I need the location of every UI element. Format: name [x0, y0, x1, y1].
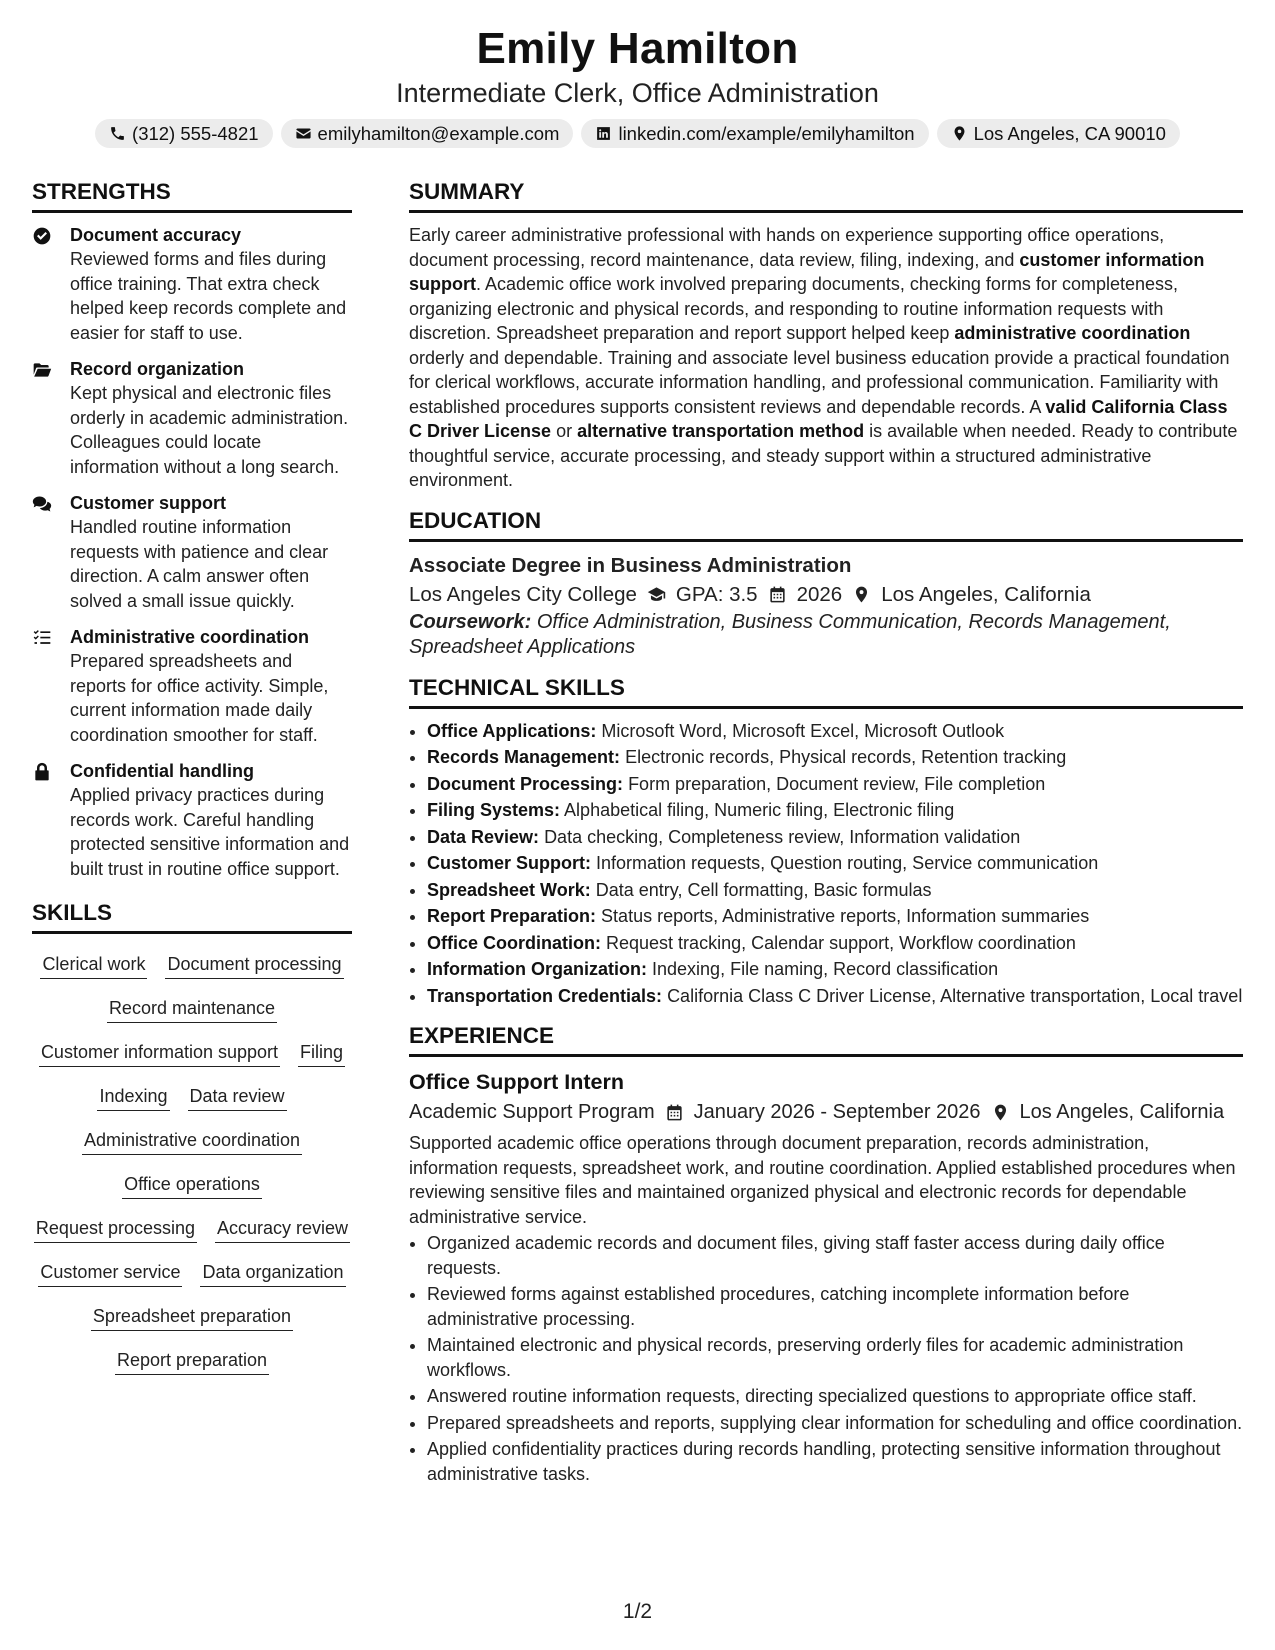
strength-description: Kept physical and electronic files orderly in academic administration. Colleagues could locate information without a long search.: [70, 383, 349, 477]
skill-tag: Indexing: [97, 1076, 169, 1111]
job-bullets: [409, 1231, 1243, 1486]
calendar-icon: [665, 1103, 684, 1122]
technical-skill-item: • Filing Systems: Alphabetical filing, Numeric filing, Electronic filing: [427, 798, 1243, 823]
technical-skill-item: • Information Organization: Indexing, File naming, Record classification: [427, 957, 1243, 982]
resume-header: [0, 22, 1275, 148]
location-text: Los Angeles, CA 90010: [973, 122, 1166, 144]
strength-description: Prepared spreadsheets and reports for office activity. Simple, current information made daily coordination smoother for staff.: [70, 651, 329, 745]
skill-tag: Spreadsheet preparation: [91, 1296, 293, 1331]
check-circle-icon: [32, 226, 52, 246]
skill-tag: Data review: [188, 1076, 287, 1111]
skill-tag: Data organization: [200, 1252, 345, 1287]
location-contact: [937, 119, 1180, 148]
skill-tag: Administrative coordination: [82, 1120, 302, 1155]
skills-heading: SKILLS: [32, 899, 352, 934]
job-bullet: • Applied confidentiality practices during records handling, protecting sensitive information throughout administrative tasks.: [427, 1437, 1243, 1486]
job-bullet: • Reviewed forms against established procedures, catching incomplete information before administrative processing.: [427, 1282, 1243, 1331]
strength-item: [32, 357, 352, 479]
email-contact[interactable]: [281, 119, 574, 148]
phone-text: (312) 555-4821: [132, 122, 259, 144]
strength-title: Confidential handling: [70, 761, 254, 781]
skill-tag: Customer service: [38, 1252, 182, 1287]
technical-skills-list: [409, 719, 1243, 1009]
strength-description: Handled routine information requests with patience and clear direction. A calm answer often solved a small issue quickly.: [70, 517, 329, 611]
job-bullet: • Maintained electronic and physical records, preserving orderly files for academic administration workflows.: [427, 1333, 1243, 1382]
technical-skill-item: • Report Preparation: Status reports, Administrative reports, Information summaries: [427, 904, 1243, 929]
skill-tag: Request processing: [34, 1208, 197, 1243]
technical-skill-item: • Transportation Credentials: California Class C Driver License, Alternative transportation, Local travel: [427, 984, 1243, 1009]
skill-tag: Filing: [298, 1032, 345, 1067]
education-meta: [409, 580, 1243, 610]
left-column: [32, 178, 352, 1384]
email-text: emilyhamilton@example.com: [317, 122, 560, 144]
job-title: Office Support Intern: [409, 1070, 624, 1094]
map-pin-icon: [991, 1103, 1010, 1122]
contact-bar: [0, 119, 1275, 148]
linkedin-icon: [595, 125, 612, 142]
education-heading: EDUCATION: [409, 507, 1243, 542]
strength-item: [32, 625, 352, 747]
technical-skills-heading: TECHNICAL SKILLS: [409, 674, 1243, 709]
technical-skill-item: • Data Review: Data checking, Completeness review, Information validation: [427, 825, 1243, 850]
map-pin-icon: [852, 585, 871, 604]
strength-title: Record organization: [70, 359, 245, 379]
technical-skill-item: • Document Processing: Form preparation, Document review, File completion: [427, 772, 1243, 797]
skill-tag: Customer information support: [39, 1032, 280, 1067]
strength-item: [32, 491, 352, 613]
folder-open-icon: [32, 360, 52, 380]
phone-icon: [109, 125, 126, 142]
experience-heading: EXPERIENCE: [409, 1022, 1243, 1057]
skill-tag: Record maintenance: [107, 988, 277, 1023]
technical-skill-item: • Spreadsheet Work: Data entry, Cell formatting, Basic formulas: [427, 878, 1243, 903]
technical-skill-item: • Customer Support: Information requests, Question routing, Service communication: [427, 851, 1243, 876]
gpa: GPA: 3.5: [675, 582, 758, 606]
technical-skill-item: • Records Management: Electronic records, Physical records, Retention tracking: [427, 745, 1243, 770]
school-name: Los Angeles City College: [409, 582, 637, 606]
right-column: [409, 178, 1243, 1496]
strength-item: [32, 223, 352, 345]
technical-skill-item: • Office Applications: Microsoft Word, Microsoft Excel, Microsoft Outlook: [427, 719, 1243, 744]
linkedin-contact[interactable]: [581, 119, 928, 148]
strength-description: Reviewed forms and files during office training. That extra check helped keep records complete and easier for staff to use.: [70, 249, 347, 343]
summary-text: Early career administrative professional with hands on experience supporting office operations, document processing, record maintenance, data review, filing, indexing, and customer information support. Academic office work involved preparing documents, checking forms for completeness, organizing electronic and physical records, and responding to routine information requests with discretion. Spreadsheet preparation and report support helped keep administrative coordination orderly and dependable. Training and associate level business education provide a practical foundation for clerical workflows, accurate information handling, and professional communication. Familiarity with established procedures supports consistent reviews and dependable records. A valid California Class C Driver License or alternative transportation method is available when needed. Ready to contribute thoughtful service, accurate processing, and steady support within a structured administrative environment.: [409, 225, 1238, 490]
skill-tag: Document processing: [165, 944, 343, 979]
summary-heading: SUMMARY: [409, 178, 1243, 213]
list-check-icon: [32, 628, 52, 648]
candidate-name: Emily Hamilton: [476, 24, 799, 73]
job-meta: [409, 1097, 1243, 1127]
skills-list: [32, 944, 352, 1384]
page-number: 1/2: [622, 1600, 653, 1623]
job-bullet: • Prepared spreadsheets and reports, supplying clear information for scheduling and office coordination.: [427, 1411, 1243, 1436]
job-bullet: • Answered routine information requests, directing specialized questions to appropriate office staff.: [427, 1384, 1243, 1409]
skill-tag: Accuracy review: [215, 1208, 350, 1243]
strengths-heading: STRENGTHS: [32, 178, 352, 213]
graduation-year: 2026: [796, 582, 843, 606]
job-dates: January 2026 - September 2026: [693, 1101, 981, 1123]
skill-tag: Office operations: [122, 1164, 262, 1199]
graduation-cap-icon: [647, 585, 666, 604]
envelope-icon: [295, 125, 312, 142]
skill-tag: Clerical work: [40, 944, 147, 979]
strength-title: Document accuracy: [70, 225, 242, 245]
strength-title: Administrative coordination: [70, 627, 310, 647]
job-summary: Supported academic office operations through document preparation, records administration, information requests, spreadsheet work, and routine coordination. Applied established procedures when reviewing sensitive files and maintained organized physical and electronic records for dependable administrative service.: [409, 1133, 1236, 1227]
skill-tag: Report preparation: [115, 1340, 269, 1375]
strength-item: [32, 759, 352, 881]
school-location: Los Angeles, California: [881, 582, 1091, 606]
technical-skill-item: • Office Coordination: Request tracking, Calendar support, Workflow coordination: [427, 931, 1243, 956]
linkedin-text: linkedin.com/example/emilyhamilton: [618, 122, 915, 144]
job-location: Los Angeles, California: [1019, 1101, 1225, 1123]
coursework: Coursework: Office Administration, Business Communication, Records Management, Spreadsheet Applications: [409, 610, 1171, 658]
calendar-icon: [768, 585, 787, 604]
job-organization: Academic Support Program: [409, 1101, 655, 1123]
phone-contact[interactable]: [95, 119, 273, 148]
map-pin-icon: [951, 125, 968, 142]
strength-title: Customer support: [70, 493, 227, 513]
comments-icon: [32, 494, 52, 514]
degree-title: Associate Degree in Business Administration: [409, 553, 852, 577]
strength-description: Applied privacy practices during records work. Careful handling protected sensitive information and built trust in routine office support.: [70, 785, 350, 879]
lock-icon: [32, 762, 52, 782]
job-bullet: • Organized academic records and document files, giving staff faster access during daily office requests.: [427, 1231, 1243, 1280]
candidate-title: Intermediate Clerk, Office Administration: [396, 78, 879, 108]
